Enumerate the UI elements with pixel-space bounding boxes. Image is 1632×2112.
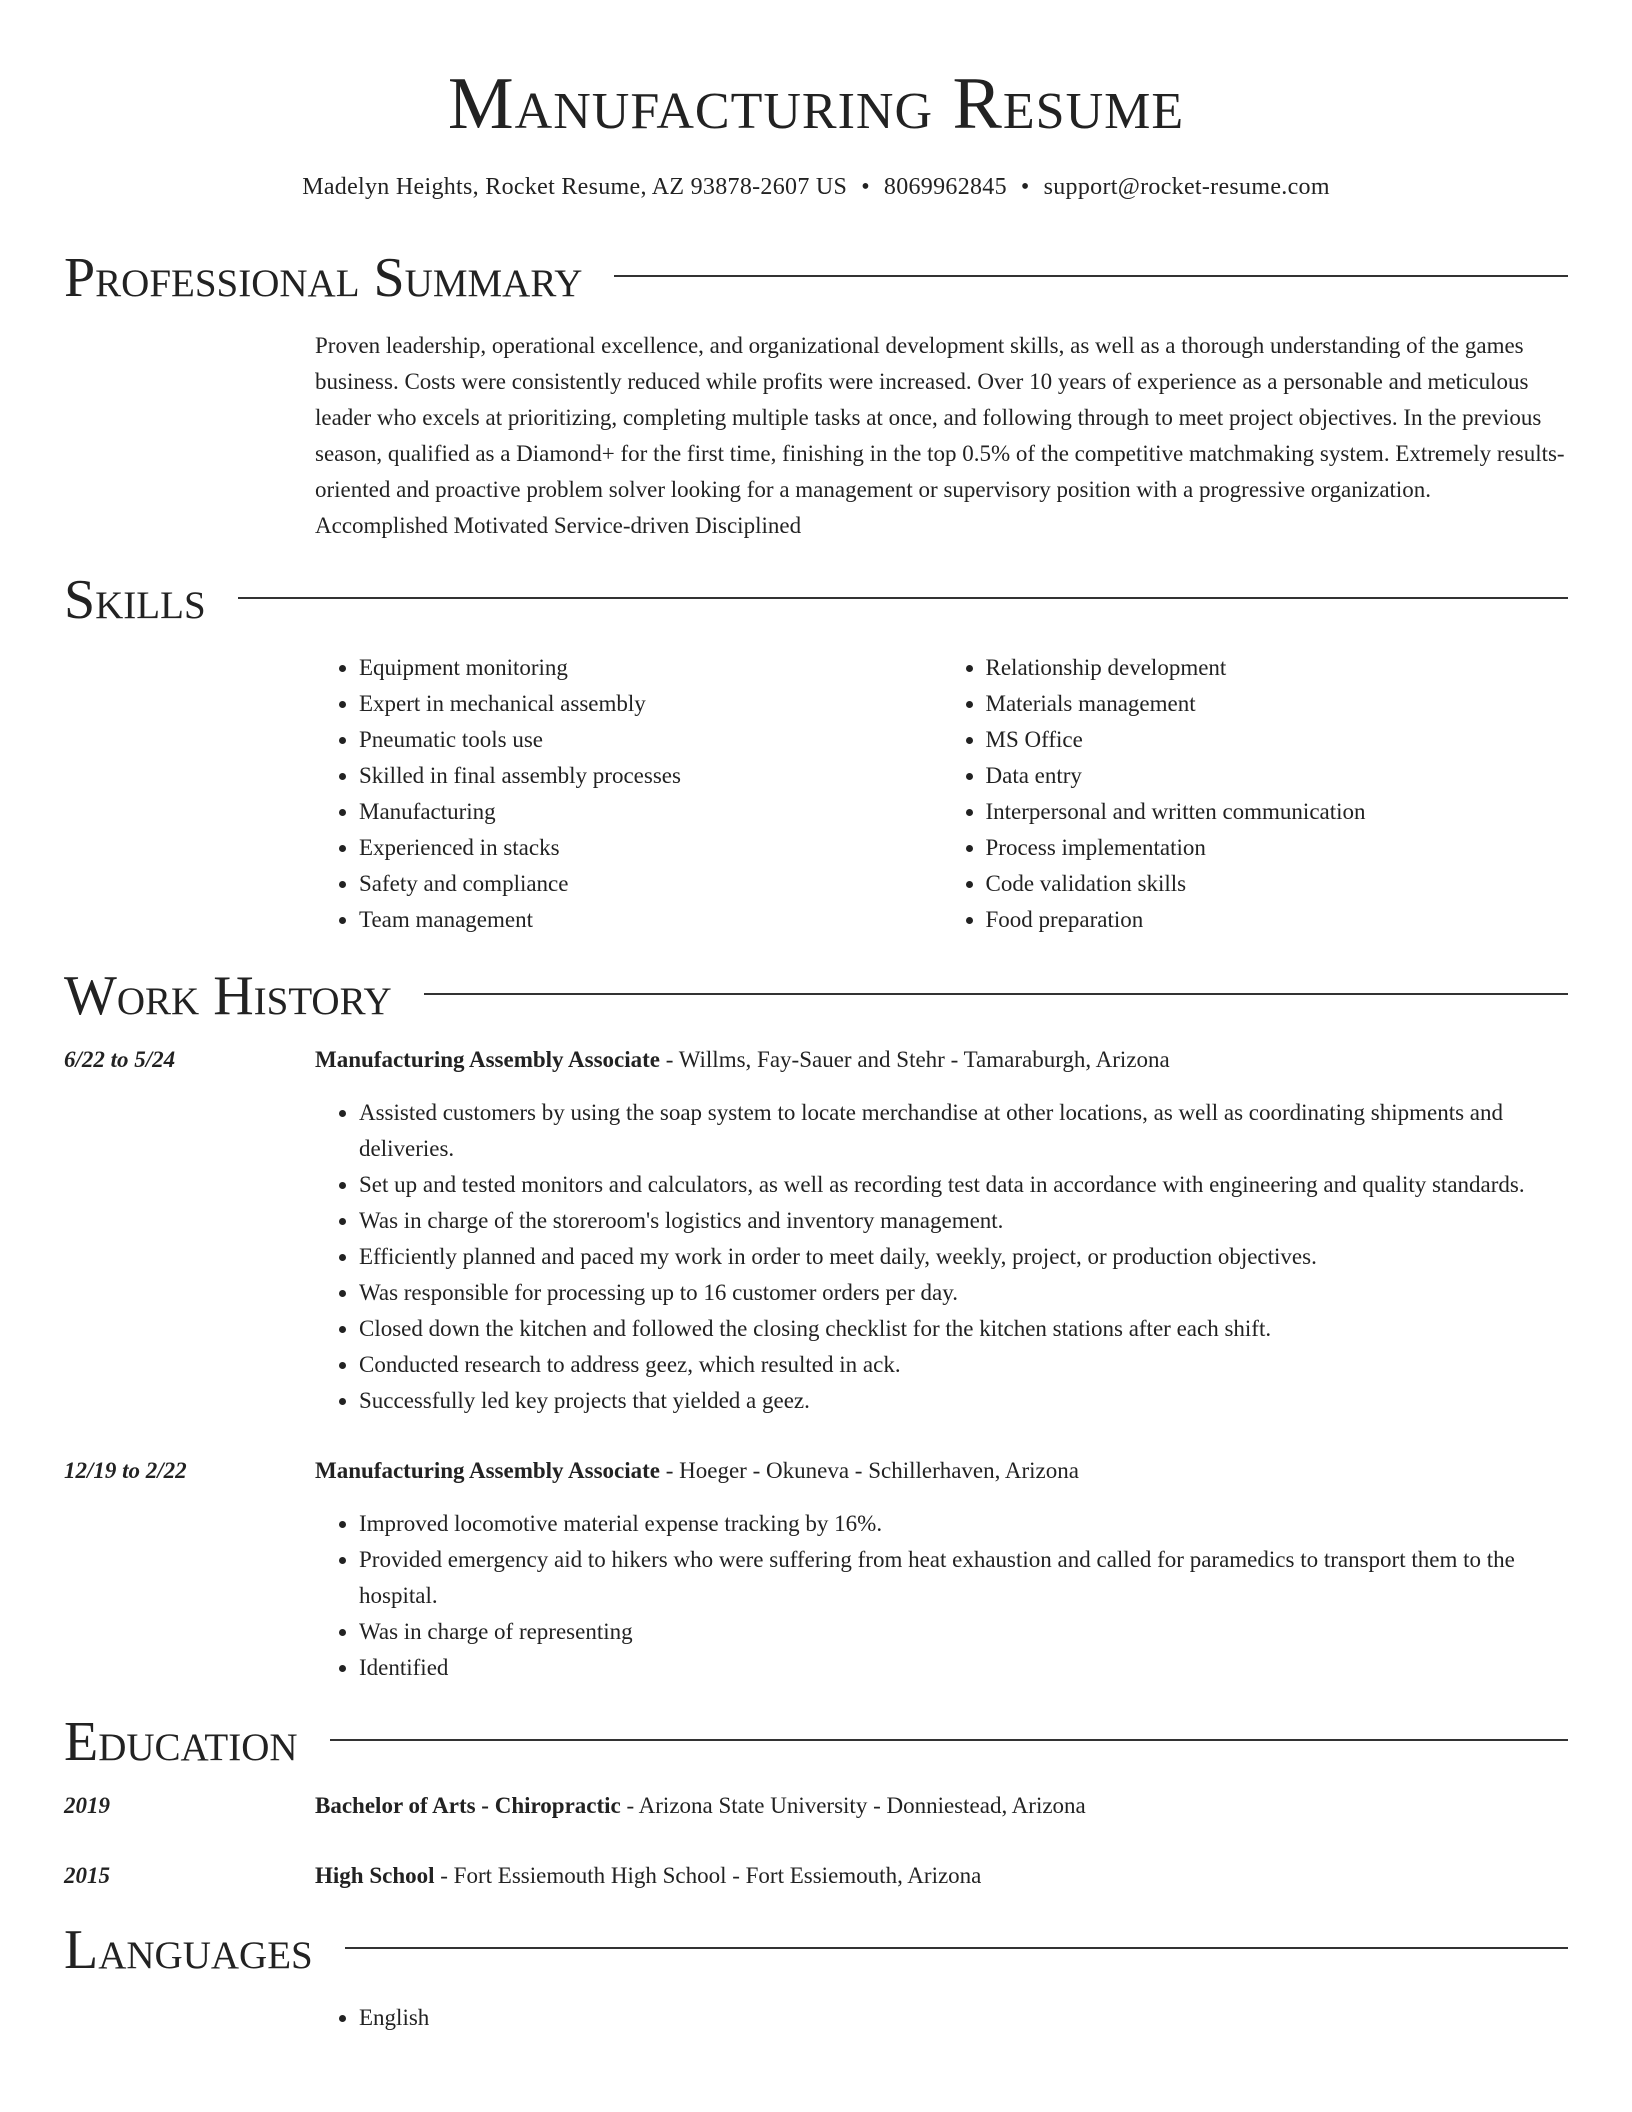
education-school: - Fort Essiemouth High School - Fort Essiemouth, Arizona xyxy=(434,1863,982,1888)
section-divider xyxy=(614,275,1568,277)
skill-item: • Equipment monitoring xyxy=(359,650,942,686)
job-content xyxy=(315,1042,1568,1419)
section-title-summary: Professional Summary xyxy=(64,247,583,309)
job-entry xyxy=(64,1042,1568,1419)
job-bullet: • Was responsible for processing up to 16 customer orders per day. xyxy=(359,1275,1568,1311)
contact-line xyxy=(64,172,1568,202)
job-bullet: • Improved locomotive material expense tracking by 16%. xyxy=(359,1506,1568,1542)
skill-item: • Code validation skills xyxy=(986,866,1569,902)
contact-address: Madelyn Heights, Rocket Resume, AZ 93878-2607 US xyxy=(302,174,848,200)
education-entry xyxy=(64,1788,1568,1824)
resume-page xyxy=(64,0,1568,2036)
skill-item: • Food preparation xyxy=(986,902,1569,938)
job-bullets xyxy=(315,1095,1568,1419)
job-bullet: • Provided emergency aid to hikers who were suffering from heat exhaustion and called for paramedics to transport them to the hospital. xyxy=(359,1542,1568,1614)
job-employer: - Willms, Fay-Sauer and Stehr - Tamaraburgh, Arizona xyxy=(660,1047,1170,1072)
job-headline xyxy=(315,1042,1568,1078)
job-bullet: • Assisted customers by using the soap system to locate merchandise at other locations, as well as coordinating shipments and deliveries. xyxy=(359,1095,1568,1167)
skill-item: • Data entry xyxy=(986,758,1569,794)
education-school: - Arizona State University - Donniestead, Arizona xyxy=(620,1793,1086,1818)
languages-block xyxy=(315,2000,1568,2036)
job-headline xyxy=(315,1453,1568,1489)
job-content xyxy=(315,1453,1568,1686)
education-degree: High School xyxy=(315,1863,435,1888)
resume-title: Manufacturing Resume xyxy=(447,63,1185,145)
job-employer: - Hoeger - Okuneva - Schillerhaven, Arizona xyxy=(660,1458,1079,1483)
section-header-education xyxy=(64,1712,1568,1772)
contact-email: support@rocket-resume.com xyxy=(1043,174,1330,200)
job-title: Manufacturing Assembly Associate xyxy=(315,1047,660,1072)
section-title-skills: Skills xyxy=(64,569,206,631)
skills-list-right xyxy=(942,650,1569,938)
skill-item: • Expert in mechanical assembly xyxy=(359,686,942,722)
education-entry xyxy=(64,1858,1568,1894)
education-year: 2019 xyxy=(64,1793,110,1818)
section-title-work: Work History xyxy=(64,965,392,1027)
job-bullet: • Set up and tested monitors and calculators, as well as recording test data in accordance with engineering and quality standards. xyxy=(359,1167,1568,1203)
contact-phone: 8069962845 xyxy=(883,174,1007,200)
summary-text: Proven leadership, operational excellence, and organizational development skills, as well as a thorough understanding of the games business. Costs were consistently reduced while profits were increased. Over 10 years of experience as a personable and meticulous leader who excels at prioritizing, completing multiple tasks at once, and following through to meet project objectives. In the previous season, qualified as a Diamond+ for the first time, finishing in the top 0.5% of the competitive matchmaking system. Extremely results-oriented and proactive problem solver looking for a management or supervisory position with a progressive organization. Accomplished Motivated Service-driven Disciplined xyxy=(315,333,1565,538)
education-headline xyxy=(315,1788,1568,1824)
education-list xyxy=(64,1788,1568,1894)
skill-item: • Manufacturing xyxy=(359,794,942,830)
skills-columns xyxy=(315,650,1568,938)
skill-item: • Pneumatic tools use xyxy=(359,722,942,758)
section-header-work xyxy=(64,966,1568,1026)
section-header-skills xyxy=(64,570,1568,630)
section-header-languages xyxy=(64,1920,1568,1980)
job-dates: 6/22 to 5/24 xyxy=(64,1047,176,1072)
job-bullet: • Closed down the kitchen and followed the closing checklist for the kitchen stations after each shift. xyxy=(359,1311,1568,1347)
education-headline xyxy=(315,1858,1568,1894)
job-bullet: • Was in charge of the storeroom's logistics and inventory management. xyxy=(359,1203,1568,1239)
language-item: • English xyxy=(359,2000,1568,2036)
education-year: 2015 xyxy=(64,1863,110,1888)
job-bullet: • Identified xyxy=(359,1650,1568,1686)
skills-list-left xyxy=(315,650,942,938)
education-degree: Bachelor of Arts - Chiropractic xyxy=(315,1793,621,1818)
job-bullets xyxy=(315,1506,1568,1686)
job-bullet: • Conducted research to address geez, which resulted in ack. xyxy=(359,1347,1568,1383)
job-bullet: • Successfully led key projects that yielded a geez. xyxy=(359,1383,1568,1419)
section-divider xyxy=(345,1947,1568,1949)
skill-item: • Materials management xyxy=(986,686,1569,722)
skill-item: • Team management xyxy=(359,902,942,938)
job-dates: 12/19 to 2/22 xyxy=(64,1458,187,1483)
section-header-summary xyxy=(64,248,1568,308)
section-title-languages: Languages xyxy=(64,1919,313,1981)
skill-item: • Process implementation xyxy=(986,830,1569,866)
skill-item: • Experienced in stacks xyxy=(359,830,942,866)
languages-list xyxy=(315,2000,1568,2036)
job-bullet: • Efficiently planned and paced my work in order to meet daily, weekly, project, or production objectives. xyxy=(359,1239,1568,1275)
contact-separator: • xyxy=(1020,174,1030,200)
section-divider xyxy=(424,993,1568,995)
section-title-education: Education xyxy=(64,1711,298,1773)
section-divider xyxy=(330,1739,1568,1741)
section-divider xyxy=(238,597,1568,599)
skill-item: • Relationship development xyxy=(986,650,1569,686)
job-title: Manufacturing Assembly Associate xyxy=(315,1458,660,1483)
job-entry xyxy=(64,1453,1568,1686)
job-bullet: • Was in charge of representing xyxy=(359,1614,1568,1650)
skill-item: • MS Office xyxy=(986,722,1569,758)
work-history-list xyxy=(64,1042,1568,1686)
skill-item: • Skilled in final assembly processes xyxy=(359,758,942,794)
skill-item: • Interpersonal and written communication xyxy=(986,794,1569,830)
skill-item: • Safety and compliance xyxy=(359,866,942,902)
contact-separator: • xyxy=(861,174,870,200)
